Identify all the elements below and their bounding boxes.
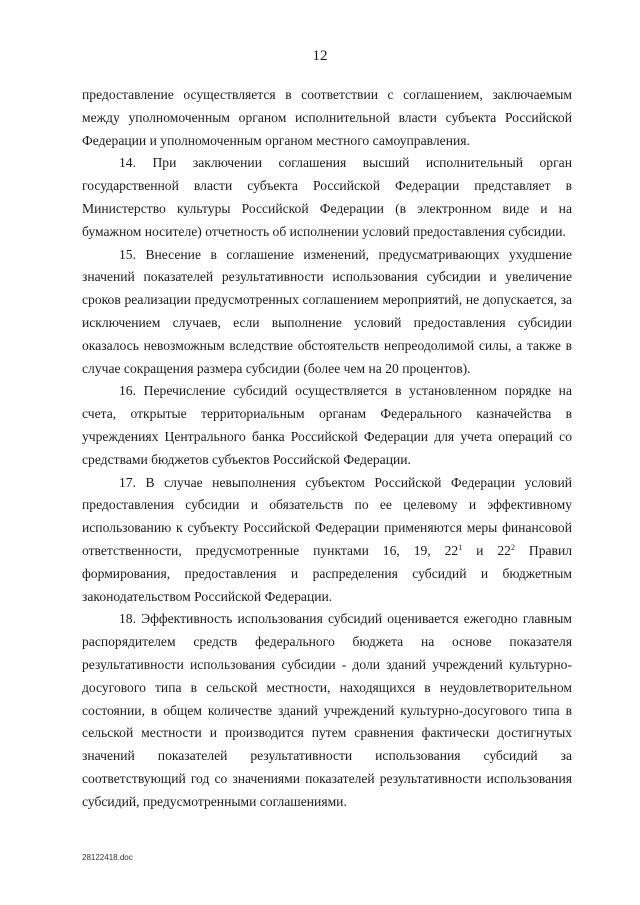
page-number: 12: [312, 48, 328, 64]
paragraph-17-text-1: 17. В случае невыполнения субъектом Российской Федерации условий предоставления субсидии и обязательств по ее целевому и эффективному использованию к субъекту Российской Федерации применяются меры финансовой ответственности, предусмотренные пунктами 16, 19, 22: [82, 474, 572, 558]
file-name-footer: 28122418.doc: [82, 853, 133, 862]
paragraph-18: 18. Эффективность использования субсидий оценивается ежегодно главным распорядителем средств федерального бюджета на основе показателя результативности использования субсидии - доли зданий учреждений культурно-досугового типа в сельской местности, находящихся в неудовлетворительном состоянии, в общем количестве зданий учреждений культурно-досугового типа в сельской местности и производится путем сравнения фактически достигнутых значений показателей результативности использования субсидий за соответствующий год со значениями показателей результативности использования субсидий, предусмотренными соглашениями.: [82, 611, 572, 809]
paragraph-17: [82, 472, 572, 609]
superscript-1: 1: [458, 542, 463, 552]
paragraph-continuation: предоставление осуществляется в соответствии с соглашением, заключаемым между уполномоченным органом исполнительной власти субъекта Российской Федерации и уполномоченным органом местного самоуправления.: [82, 87, 572, 148]
paragraph-17-text-3: Правил формирования, предоставления и распределения субсидий и бюджетным законодательством Российской Федерации.: [82, 542, 572, 604]
paragraph-17-text-2: и 22: [462, 542, 511, 558]
document-body: [82, 84, 572, 814]
paragraph-15: 15. Внесение в соглашение изменений, предусматривающих ухудшение значений показателей результативности использования субсидии и увеличение сроков реализации предусмотренных соглашением мероприятий, не допускается, за исключением случаев, если выполнение условий предоставления субсидии оказалось невозможным вследствие обстоятельств непреодолимой силы, а также в случае сокращения размера субсидии (более чем на 20 процентов).: [82, 246, 572, 376]
superscript-2: 2: [510, 542, 515, 552]
paragraph-14: 14. При заключении соглашения высший исполнительный орган государственной власти субъекта Российской Федерации представляет в Министерство культуры Российской Федерации (в электронном виде и на бумажном носителе) отчетность об исполнении условий предоставления субсидии.: [82, 155, 572, 239]
paragraph-16: 16. Перечисление субсидий осуществляется в установленном порядке на счета, открытые территориальным органам Федерального казначейства в учреждениях Центрального банка Российской Федерации для учета операций со средствами бюджетов субъектов Российской Федерации.: [82, 383, 572, 467]
